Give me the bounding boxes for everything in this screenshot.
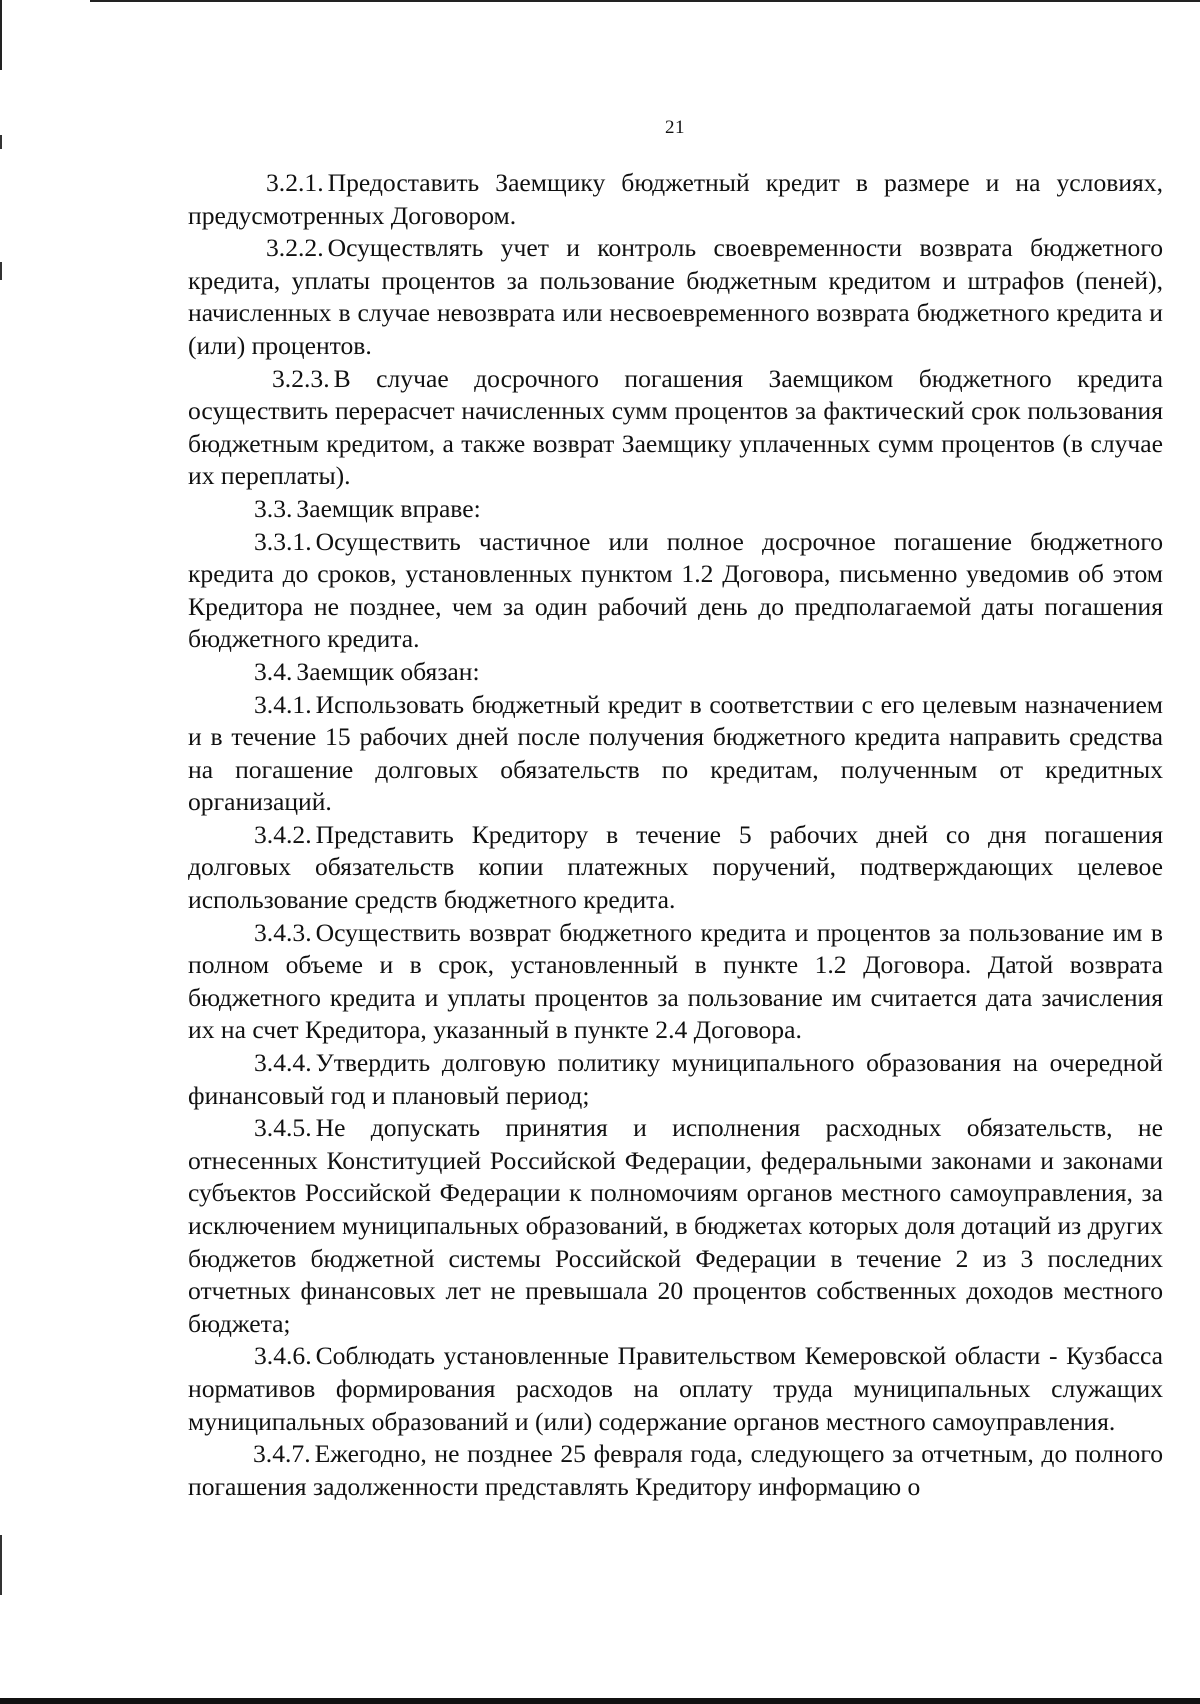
paragraph-number: 3.3. [254,493,293,523]
paragraph-3-3 [188,493,1163,526]
scan-edge-top [90,0,1200,2]
paragraph-3-4-1 [188,689,1163,819]
paragraph-3-3-1 [188,526,1163,656]
scan-margin-mark [0,1535,2,1595]
paragraph-3-4-3 [188,917,1163,1047]
paragraph-text: Заемщик обязан: [296,656,480,686]
paragraph-number: 3.4.4. [254,1048,312,1078]
paragraph-text: В случае досрочного погашения Заемщиком бюджетного кредита осуществить перерасчет начисленных сумм процентов за фактический срок пользования бюджетным кредитом, а также возврат Заемщику уплаченных сумм процентов (в случае их переплаты). [188,363,1163,491]
scan-margin-mark [0,262,2,280]
paragraph-number: 3.4.1. [254,689,312,719]
paragraph-number: 3.2.3. [272,363,330,393]
paragraph-number: 3.2.1. [266,168,324,197]
paragraph-text: Не допускать принятия и исполнения расходных обязательств, не отнесенных Конституцией Российской Федерации, федеральными законами и законами субъектов Российской Федерации к полномочиям органов местного самоуправления, за исключением муниципальных образований, в бюджетах которых доля дотаций из других бюджетов бюджетной системы Российской Федерации в течение 2 из 3 последних отчетных финансовых лет не превышала 20 процентов собственных доходов местного бюджета; [188,1113,1163,1338]
paragraph-text: Соблюдать установленные Правительством Кемеровской области - Кузбасса нормативов формирования расходов на оплату труда муниципальных служащих муниципальных образований и (или) содержание органов местного самоуправления. [188,1341,1163,1436]
paragraph-number: 3.3.1. [254,526,312,556]
paragraph-text: Использовать бюджетный кредит в соответствии с его целевым назначением и в течение 15 рабочих дней после получения бюджетного кредита направить средства на погашение долговых обязательств по кредитам, полученным от кредитных организаций. [188,689,1163,817]
paragraph-text: Осуществить возврат бюджетного кредита и процентов за пользование им в полном объеме и в срок, установленный в пункте 1.2 Договора. Датой возврата бюджетного кредита и уплаты процентов за пользование им считается дата зачисления их на счет Кредитора, указанный в пункте 2.4 Договора. [188,917,1163,1045]
paragraph-text: Представить Кредитору в течение 5 рабочих дней со дня погашения долговых обязательств копии платежных поручений, подтверждающих целевое использование средств бюджетного кредита. [188,819,1163,915]
paragraph-3-2-3 [188,363,1163,493]
paragraph-number: 3.4.6. [254,1341,312,1371]
paragraph-3-4 [188,656,1163,689]
paragraph-text: Утвердить долговую политику муниципального образования на очередной финансовый год и плановый период; [188,1048,1163,1110]
paragraph-3-4-7 [188,1438,1163,1503]
paragraph-3-2-1 [188,167,1163,232]
page-number: 21 [665,117,685,138]
paragraph-3-4-6 [188,1340,1163,1438]
scan-edge-left [0,0,2,70]
paragraph-text: Предоставить Заемщику бюджетный кредит в размере и на условиях, предусмотренных Договором. [188,168,1163,230]
paragraph-number: 3.4.5. [254,1113,312,1143]
paragraph-3-4-5 [188,1112,1163,1340]
paragraph-3-4-2 [188,819,1163,917]
paragraph-number: 3.4. [254,656,293,686]
document-body [188,167,1163,1503]
paragraph-text: Осуществить частичное или полное досрочное погашение бюджетного кредита до сроков, установленных пунктом 1.2 Договора, письменно уведомив об этом Кредитора не позднее, чем за один рабочий день до предполагаемой даты погашения бюджетного кредита. [188,526,1163,654]
paragraph-text: Ежегодно, не позднее 25 февраля года, следующего за отчетным, до полного погашения задолженности представлять Кредитору информацию о [188,1439,1163,1501]
paragraph-number: 3.4.3. [254,917,312,947]
paragraph-3-4-4 [188,1047,1163,1112]
paragraph-number: 3.2.2. [266,233,324,263]
paragraph-text: Заемщик вправе: [296,493,481,523]
paragraph-number: 3.4.2. [254,819,312,849]
paragraph-3-2-2 [188,232,1163,362]
scan-edge-bottom [0,1698,1200,1704]
paragraph-number: 3.4.7. [253,1439,311,1469]
paragraph-text: Осуществлять учет и контроль своевременности возврата бюджетного кредита, уплаты процентов за пользование бюджетным кредитом и штрафов (пеней), начисленных в случае невозврата или несвоевременного возврата бюджетного кредита и (или) процентов. [188,233,1163,360]
